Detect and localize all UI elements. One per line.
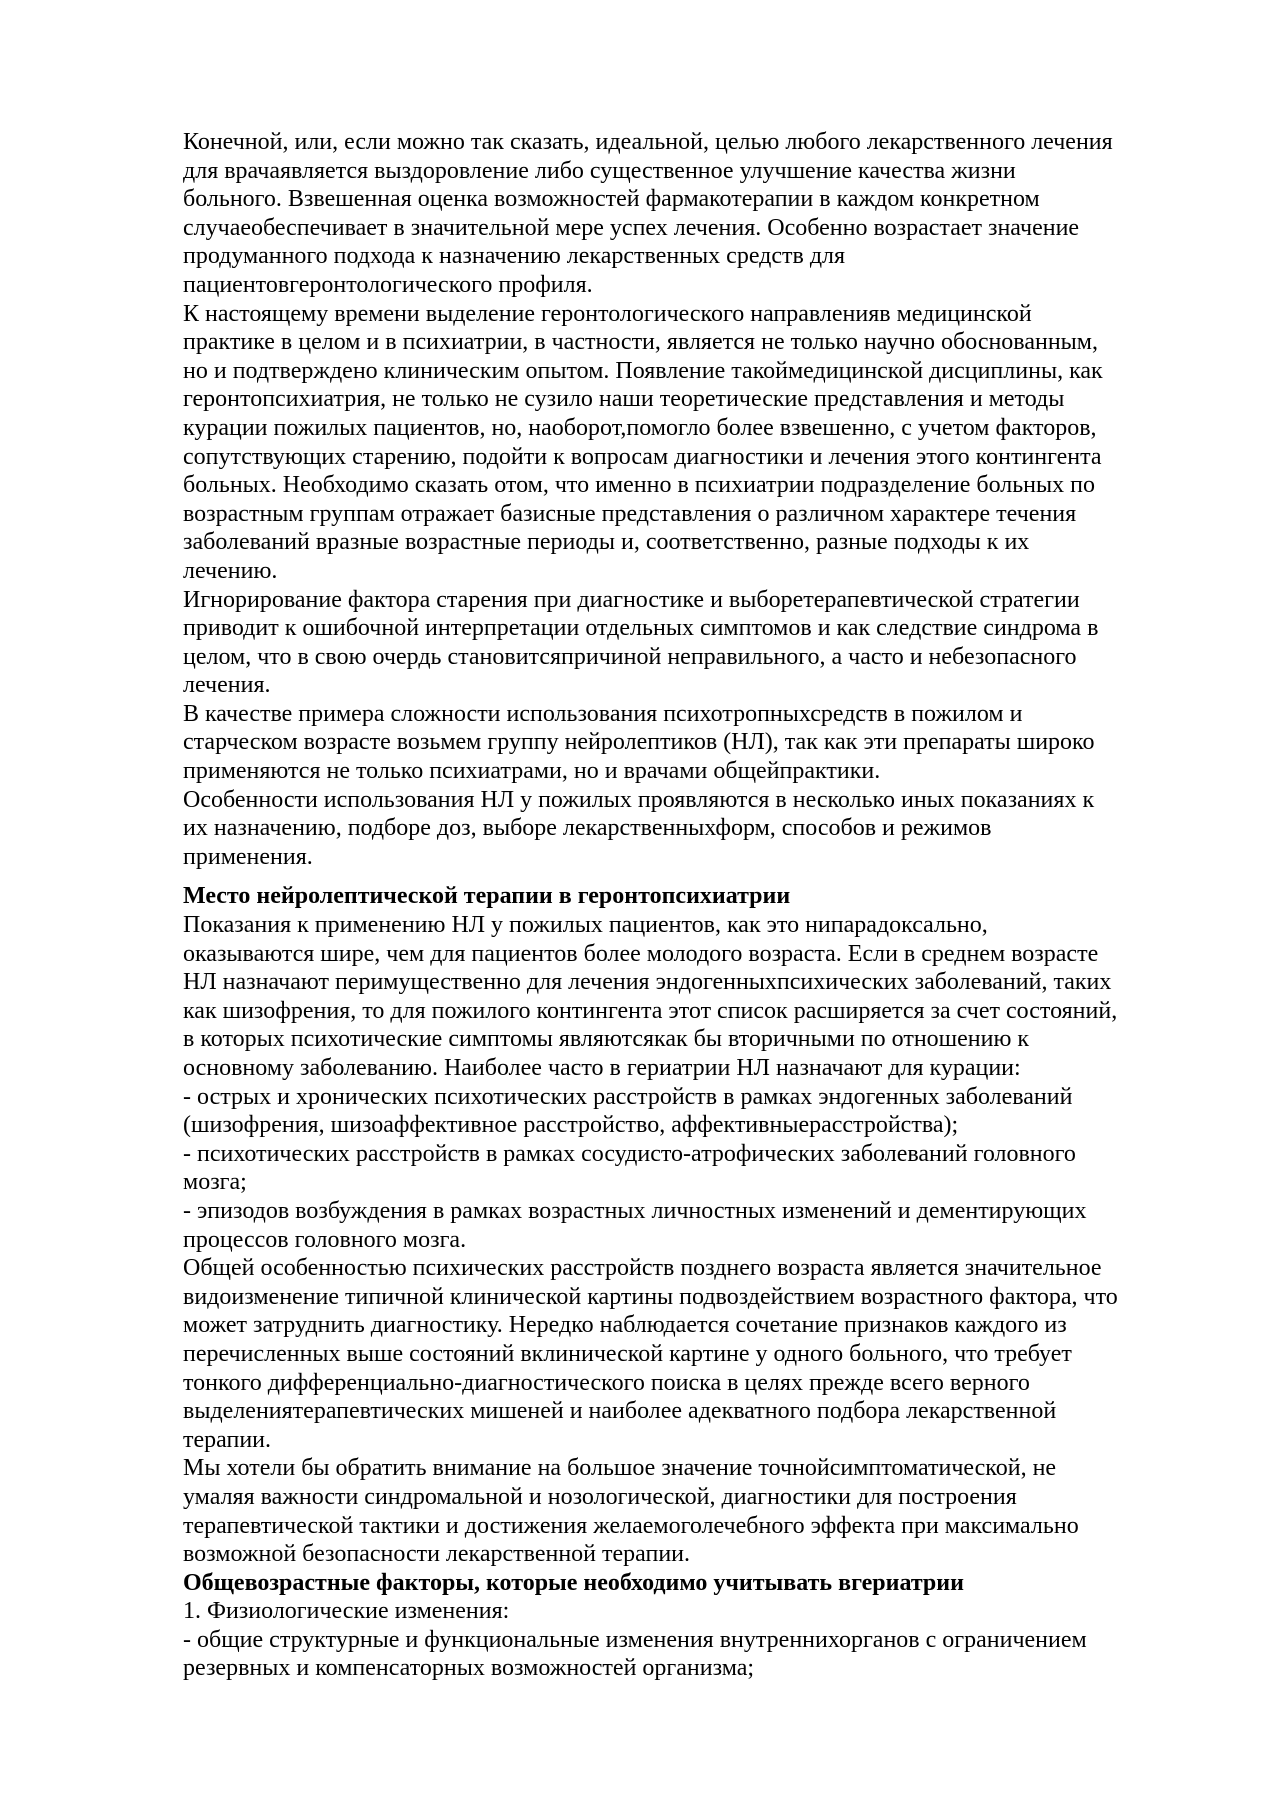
text-line: основному заболеванию. Наиболее часто в гериатрии НЛ назначают для курации: <box>183 1055 1021 1081</box>
text-line: К настоящему времени выделение геронтологического направленияв медицинской <box>183 300 1032 327</box>
text-line: выделениятерапевтических мишеней и наиболее адекватного подбора лекарственной <box>183 1398 1057 1425</box>
document-page <box>183 128 1213 1683</box>
text-line: возможной безопасности лекарственной терапии. <box>183 1541 691 1568</box>
text-line: (шизофрения, шизоаффективное расстройство, аффективныерасстройства); <box>183 1112 959 1139</box>
text-line: - острых и хронических психотических расстройств в рамках эндогенных заболеваний <box>183 1083 1073 1110</box>
text-line: лечению. <box>183 557 278 584</box>
text-line: продуманного подхода к назначению лекарственных средств для <box>183 243 846 270</box>
text-line: пациентовгеронтологического профиля. <box>183 271 593 298</box>
text-line: старческом возрасте возьмем группу нейролептиков (НЛ), так как эти препараты широко <box>183 729 1095 756</box>
text-line: в которых психотические симптомы являютсякак бы вторичными по отношению к <box>183 1026 1030 1053</box>
text-line: мозга; <box>183 1169 247 1196</box>
text-line: 1. Физиологические изменения: <box>183 1598 510 1625</box>
text-line: резервных и компенсаторных возможностей организма; <box>183 1655 755 1682</box>
text-line: их назначению, подборе доз, выборе лекарственныхформ, способов и режимов <box>183 815 992 842</box>
text-line: Общей особенностью психических расстройств позднего возраста является значительное <box>183 1255 1102 1282</box>
text-line: как шизофрения, то для пожилого контингента этот список расширяется за счет состояний, <box>183 997 1118 1024</box>
paragraph <box>183 128 1213 300</box>
paragraph <box>183 1254 1213 1454</box>
text-line: - эпизодов возбуждения в рамках возрастных личностных изменений и дементирующих <box>183 1197 1087 1224</box>
paragraph <box>183 911 1213 1083</box>
text-line: но и подтверждено клиническим опытом. Появление такоймедицинской дисциплины, как <box>183 357 1103 384</box>
text-line: видоизменение типичной клинической картины подвоздействием возрастного фактора, что <box>183 1283 1118 1310</box>
text-line: для врачаявляется выздоровление либо существенное улучшение качества жизни <box>183 157 1016 184</box>
text-line: терапии. <box>183 1426 272 1453</box>
text-line: терапевтической тактики и достижения желаемоголечебного эффекта при максимально <box>183 1512 1079 1539</box>
text-line: Конечной, или, если можно так сказать, идеальной, целью любого лекарственного лечения <box>183 129 1113 155</box>
text-line: - общие структурные и функциональные изменения внутреннихорганов с ограничением <box>183 1626 1087 1653</box>
text-line: Мы хотели бы обратить внимание на большое значение точнойсимптоматической, не <box>183 1455 1057 1482</box>
text-line: Особенности использования НЛ у пожилых проявляются в несколько иных показаниях к <box>183 786 1095 813</box>
text-line: Общевозрастные факторы, которые необходимо учитывать вгериатрии <box>183 1569 964 1596</box>
text-line: оказываются шире, чем для пациентов более молодого возраста. Если в среднем возрасте <box>183 940 1099 967</box>
text-line: приводит к ошибочной интерпретации отдельных симптомов и как следствие синдрома в <box>183 615 1099 642</box>
paragraph <box>183 700 1213 786</box>
text-line: лечения. <box>183 672 271 699</box>
text-line: заболеваний вразные возрастные периоды и, соответственно, разные подходы к их <box>183 529 1030 556</box>
text-line: умаляя важности синдромальной и нозологической, диагностики для построения <box>183 1483 1017 1510</box>
text-line: больного. Взвешенная оценка возможностей фармакотерапии в каждом конкретном <box>183 186 1040 213</box>
text-line: больных. Необходимо сказать отом, что именно в психиатрии подразделение больных по <box>183 472 1095 499</box>
paragraph <box>183 1597 1213 1626</box>
text-line: возрастным группам отражает базисные представления о различном характере течения <box>183 500 1077 527</box>
paragraph <box>183 786 1213 872</box>
paragraph <box>183 300 1213 586</box>
text-line: сопутствующих старению, подойти к вопросам диагностики и лечения этого контингента <box>183 443 1102 470</box>
list-item <box>183 1140 1213 1197</box>
text-line: курации пожилых пациентов, но, наоборот,помогло более взвешенно, с учетом факторов, <box>183 414 1097 441</box>
paragraph <box>183 1454 1213 1568</box>
text-line: НЛ назначают перимущественно для лечения эндогенныхпсихических заболеваний, таких <box>183 969 1112 996</box>
text-line: применения. <box>183 843 313 870</box>
text-line: Место нейролептической терапии в геронтопсихиатрии <box>183 883 791 910</box>
list-item <box>183 1083 1213 1140</box>
text-line: применяются не только психиатрами, но и врачами общейпрактики. <box>183 758 881 785</box>
text-line: целом, что в свою очердь становитсяпричиной неправильного, а часто и небезопасного <box>183 643 1077 670</box>
text-line: В качестве примера сложности использования психотропныхсредств в пожилом и <box>183 700 1023 727</box>
text-line: геронтопсихиатрия, не только не сузило наши теоретические представления и методы <box>183 386 1065 413</box>
text-line: случаеобеспечивает в значительной мере успех лечения. Особенно возрастает значение <box>183 214 1080 241</box>
text-line: перечисленных выше состояний вклинической картине у одного больного, что требует <box>183 1340 1072 1367</box>
section-heading <box>183 1569 1213 1598</box>
text-line: - психотических расстройств в рамках сосудисто-атрофических заболеваний головного <box>183 1140 1076 1167</box>
paragraph <box>183 586 1213 700</box>
text-line: практике в целом и в психиатрии, в частности, является не только научно обоснованным, <box>183 329 1098 356</box>
list-item <box>183 1626 1213 1683</box>
text-line: тонкого дифференциально-диагностического поиска в целях прежде всего верного <box>183 1369 1030 1396</box>
text-line: Игнорирование фактора старения при диагностике и выборетерапевтической стратегии <box>183 586 1080 613</box>
section-heading <box>183 882 1213 911</box>
text-line: Показания к применению НЛ у пожилых пациентов, как это нипарадоксально, <box>183 912 988 939</box>
text-line: может затруднить диагностику. Нередко наблюдается сочетание признаков каждого из <box>183 1312 1067 1339</box>
list-item <box>183 1197 1213 1254</box>
text-line: процессов головного мозга. <box>183 1226 467 1253</box>
